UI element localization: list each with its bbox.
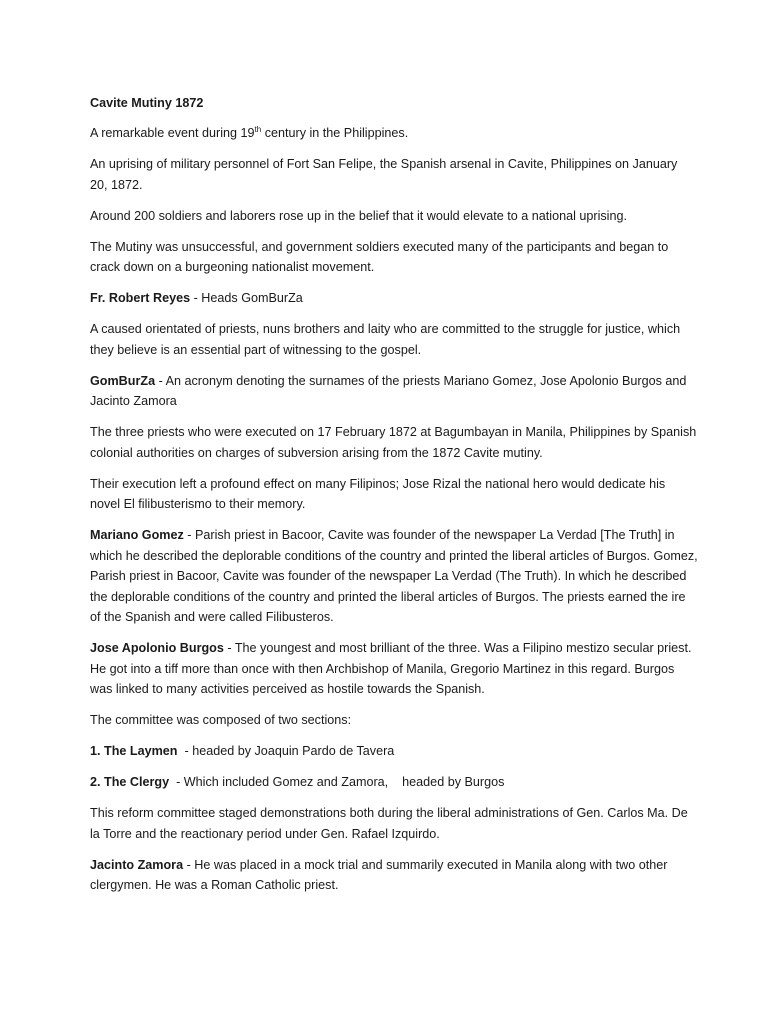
document-title: Cavite Mutiny 1872 [90,96,204,110]
text-laymen: - headed by Joaquin Pardo de Tavera [177,744,395,758]
text-reyes: - Heads GomBurZa [190,291,303,305]
text-clergy: - Which included Gomez and Zamora, headed by Burgos [169,775,505,789]
paragraph-three-priests: The three priests who were executed on 17 February 1872 at Bagumbayan in Manila, Philippines by Spanish colonial authorities on charges of subversion arising from the 1872 Cavite mutiny. [90,425,697,460]
paragraph-gomez [90,525,698,628]
term-gomez: Mariano Gomez [90,528,184,542]
paragraph-caused: A caused orientated of priests, nuns brothers and laity who are committed to the struggle for justice, which they believe is an essential part of witnessing to the gospel. [90,322,681,357]
intro-text-before: A remarkable event during 19 [90,126,255,140]
paragraph-committee: The committee was composed of two sections: [90,713,352,727]
paragraph-burgos [90,638,698,700]
text-gomburza: - An acronym denoting the surnames of the priests Mariano Gomez, Jose Apolonio Burgos and Jacinto Zamora [90,373,687,408]
term-zamora: Jacinto Zamora [90,857,184,872]
term-burgos: Jose Apolonio Burgos [90,641,224,655]
paragraph-reform: This reform committee staged demonstrations both during the liberal administrations of Gen. Carlos Ma. De la Torre and the reactionary period under Gen. Rafael Izquirdo. [90,806,688,841]
paragraph-unsuccessful: The Mutiny was unsuccessful, and government soldiers executed many of the participants and began to crack down on a burgeoning nationalist movement. [90,239,669,274]
paragraph-laymen [90,741,698,762]
paragraph-zamora [90,855,698,896]
paragraph-clergy [90,772,698,793]
paragraph-reyes [90,288,698,309]
paragraph-execution: Their execution left a profound effect on many Filipinos; Jose Rizal the national hero would dedicate his novel El filibusterismo to their memory. [90,476,666,511]
term-reyes: Fr. Robert Reyes [90,291,191,305]
text-zamora: - He was placed in a mock trial and summarily executed in Manila along with two other clergymen. He was a Roman Catholic priest. [90,857,668,892]
intro-superscript: th [254,124,262,134]
text-burgos: - The youngest and most brilliant of the three. Was a Filipino mestizo secular priest. He got into a tiff more than once with then Archbishop of Manila, Gregorio Martinez in this regard. Burgos was linked to many activities perceived as hostile towards the Spanish. [90,641,692,696]
paragraph-intro [90,123,698,144]
term-laymen: 1. The Laymen [90,744,178,758]
intro-text-after: century in the Philippines. [261,126,409,140]
term-clergy: 2. The Clergy [90,775,170,789]
paragraph-soldiers: Around 200 soldiers and laborers rose up in the belief that it would elevate to a national uprising. [90,208,627,223]
term-gomburza: GomBurZa [90,373,156,388]
text-gomez: - Parish priest in Bacoor, Cavite was founder of the newspaper La Verdad [The Truth] in which he described the deplorable conditions of the country and printed the liberal articles of Burgos. Gomez, Parish priest in Bacoor, Cavite was founder of the newspaper La Verdad (The Truth). In which he described the deplorable conditions of the country and printed the liberal articles of Burgos. The priests earned the ire of the Spanish and were called Filibusteros. [90,528,698,624]
paragraph-uprising: An uprising of military personnel of Fort San Felipe, the Spanish arsenal in Cavite, Philippines on January 20, 1872. [90,157,678,192]
paragraph-gomburza [90,371,698,412]
